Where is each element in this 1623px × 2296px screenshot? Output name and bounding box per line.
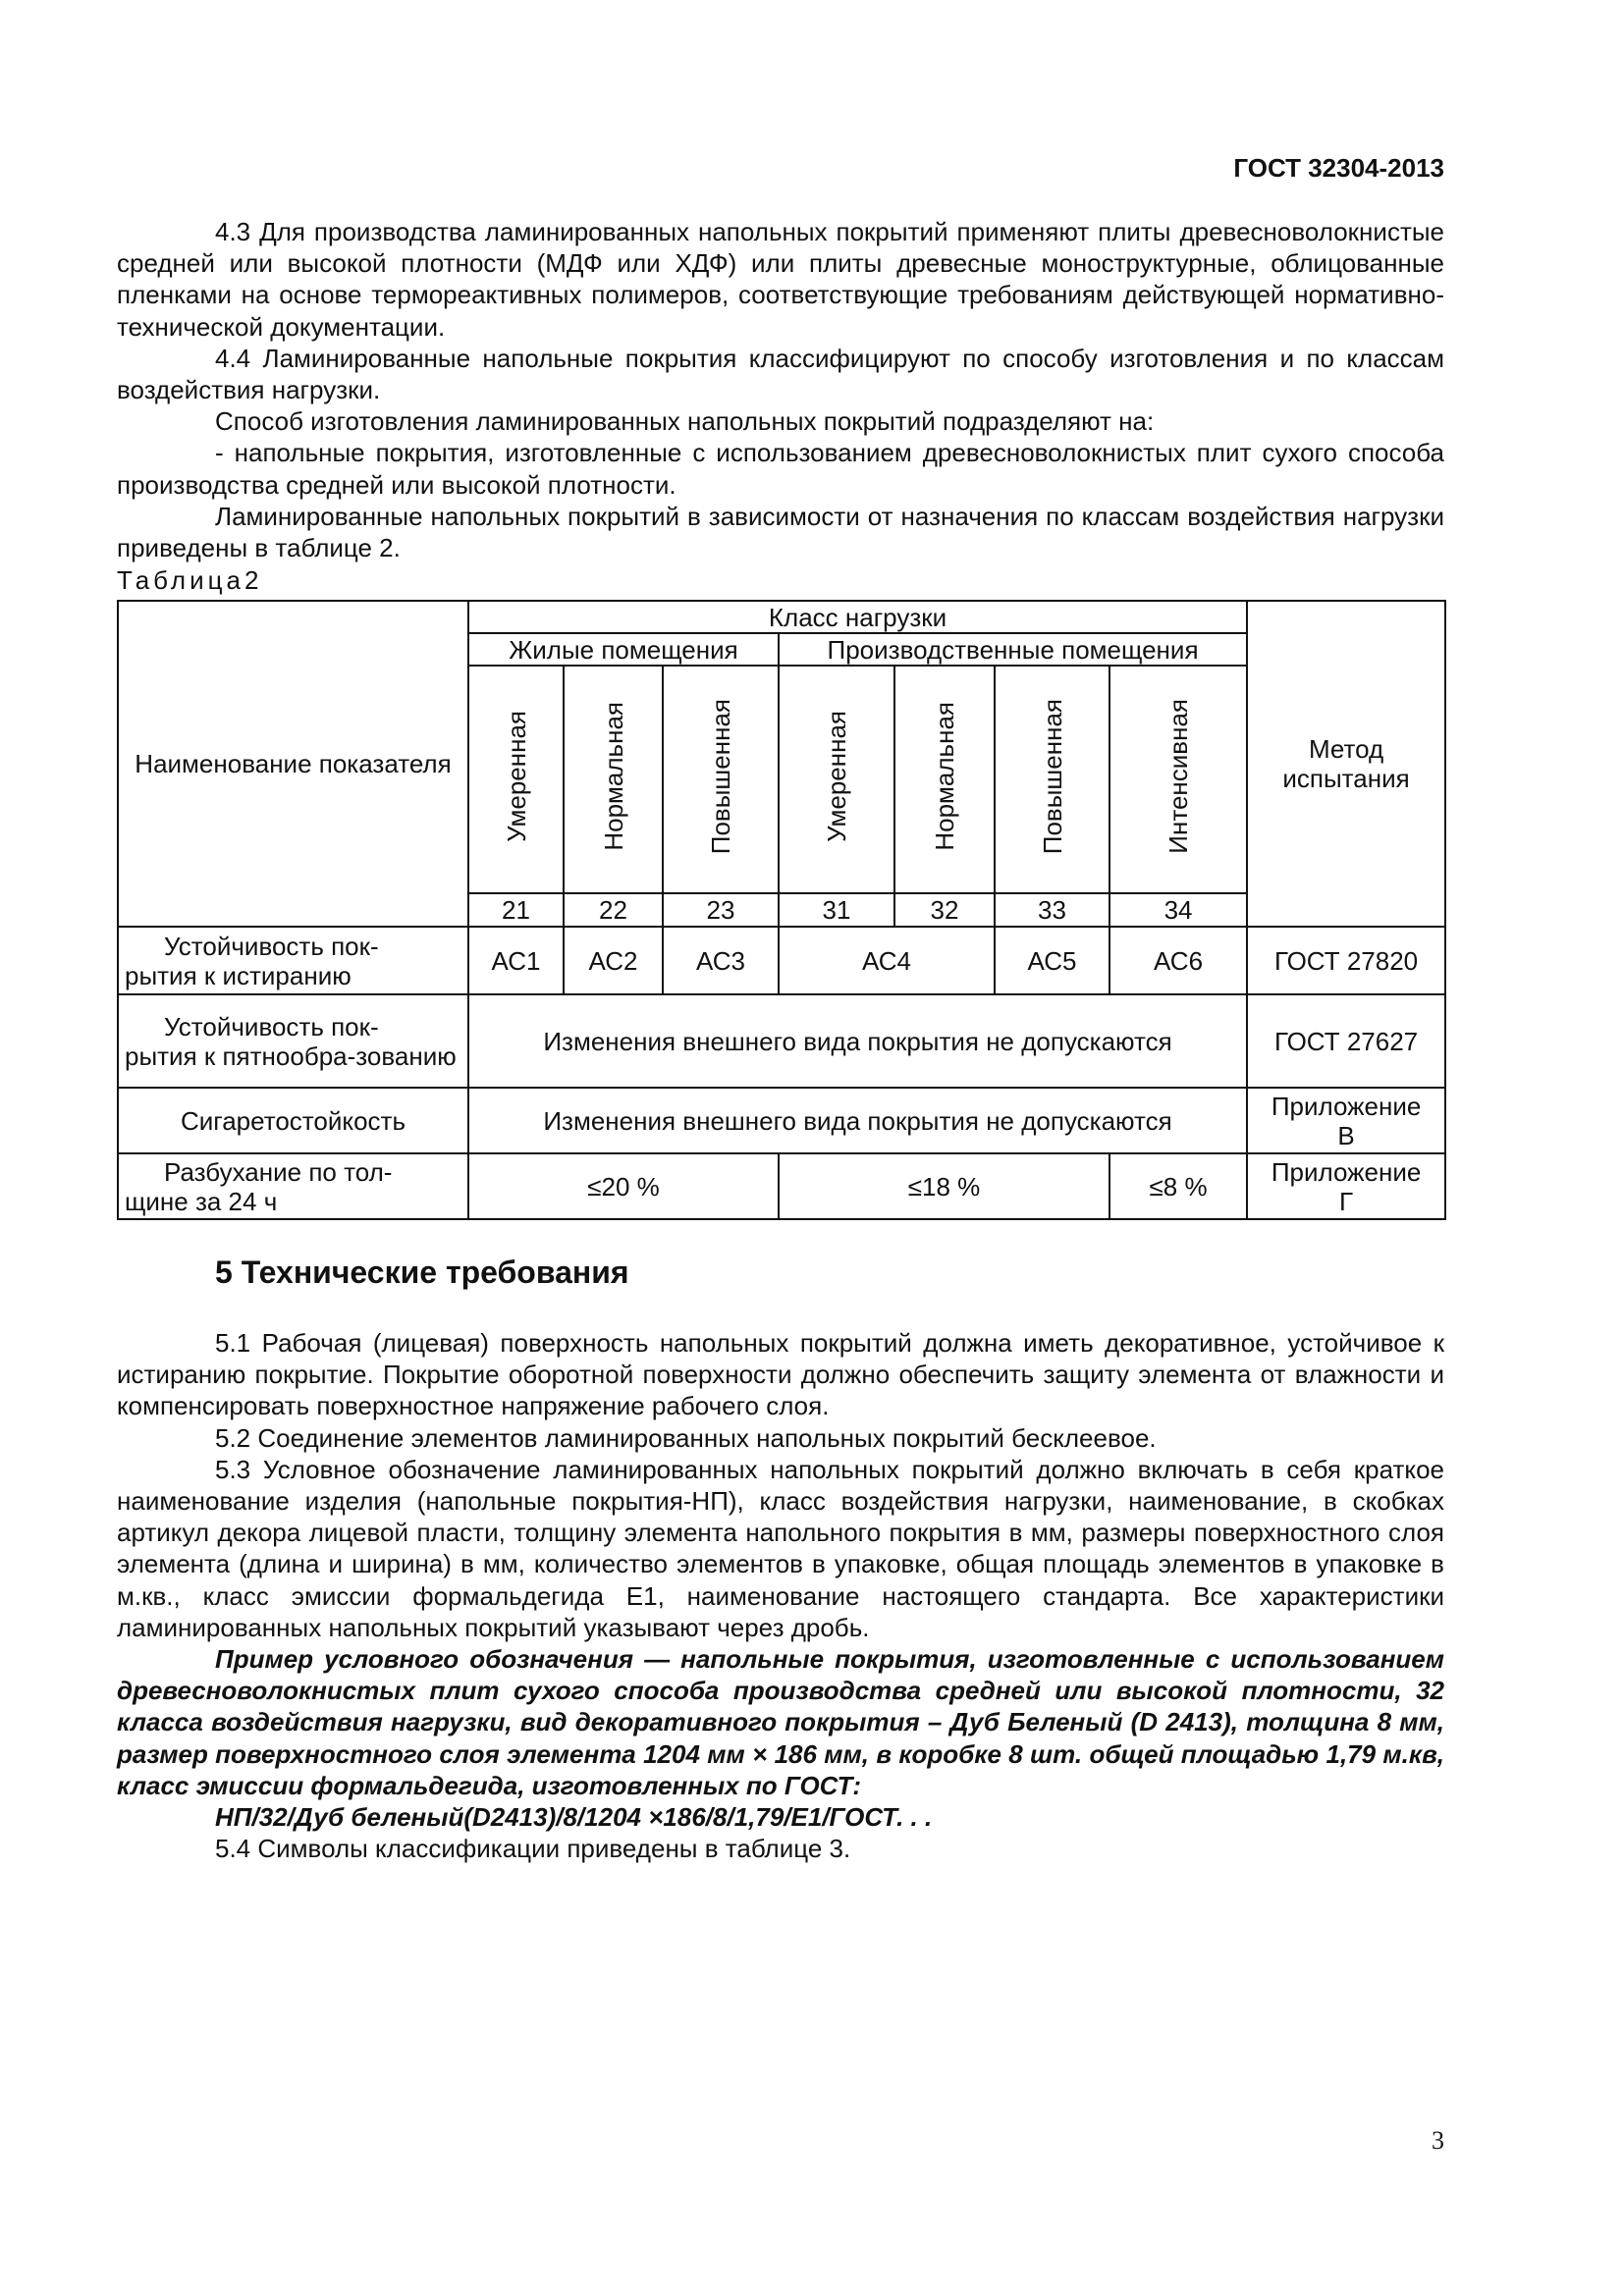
paragraph-5-1: 5.1 Рабочая (лицевая) поверхность напольных покрытий должна иметь декоративное, устойчивое к истиранию покрытие. Покрытие оборотной поверхности должно обеспечить защиту элемента от влажности и компенсировать поверхностное напряжение рабочего слоя.: [117, 1328, 1444, 1421]
section-5-text: [117, 1327, 1444, 1864]
swelling-value: ≤8 %: [1109, 1153, 1247, 1219]
class-name: Повышенная: [706, 698, 735, 855]
class-name: Нормальная: [598, 702, 628, 851]
class-header-cell: [663, 666, 779, 893]
section-5-title: 5 Технические требования: [215, 1255, 629, 1290]
cigarette-method: Приложение В: [1247, 1088, 1445, 1153]
header-indicator-name: Наименование показателя: [118, 601, 468, 927]
class-name: Умеренная: [822, 711, 851, 842]
class-name: Нормальная: [930, 702, 959, 851]
abrasion-method: ГОСТ 27820: [1247, 927, 1445, 994]
row-name-stain: Устойчивость пок- рытия к пятнообра-зованию: [118, 994, 468, 1088]
header-test-method: Метод испытания: [1247, 601, 1445, 927]
swelling-method: Приложение Г: [1247, 1153, 1445, 1219]
row-name-swelling: Разбухание по тол- щине за 24 ч: [118, 1153, 468, 1219]
class-code: 33: [995, 893, 1109, 927]
swelling-value: ≤18 %: [779, 1153, 1109, 1219]
class-header-cell: [995, 666, 1109, 893]
section-4-text: [117, 216, 1444, 563]
header-living-rooms: Жилые помещения: [468, 633, 779, 666]
swelling-value: ≤20 %: [468, 1153, 779, 1219]
class-name: Интенсивная: [1163, 699, 1194, 854]
header-industrial-rooms: Производственные помещения: [779, 633, 1247, 666]
class-code: 21: [468, 893, 564, 927]
class-header-cell: [1109, 666, 1247, 893]
abrasion-value: АС3: [663, 927, 779, 994]
table-2: [117, 600, 1446, 1220]
class-code: 31: [779, 893, 894, 927]
class-code: 34: [1109, 893, 1247, 927]
paragraph-4-4: 4.4 Ламинированные напольные покрытия классифицируют по способу изготовления и по классам воздействия нагрузки.: [117, 343, 1444, 405]
paragraph-5-4: 5.4 Символы классификации приведены в таблице 3.: [215, 1834, 851, 1864]
class-header-cell: [894, 666, 995, 893]
table-row: [118, 994, 1445, 1088]
class-code: 23: [663, 893, 779, 927]
paragraph-4-3: 4.3 Для производства ламинированных напольных покрытий применяют плиты древесноволокнистые средней или высокой плотности (МДФ или ХДФ) или плиты древесные моноструктурные, облицованные пленками на основе термореактивных полимеров, соответствующие требованиям действующей нормативно-технической документации.: [117, 217, 1444, 342]
paragraph-method-item: - напольные покрытия, изготовленные с использованием древесноволокнистых плит сухого способа производства средней или высокой плотности.: [117, 438, 1444, 500]
abrasion-value: АС1: [468, 927, 564, 994]
table-row: [118, 927, 1445, 994]
header-load-class: Класс нагрузки: [468, 601, 1247, 633]
class-header-cell: [779, 666, 894, 893]
row-name-abrasion: Устойчивость пок- рытия к истиранию: [118, 927, 468, 994]
stain-value: Изменения внешнего вида покрытия не допускаются: [468, 994, 1247, 1088]
paragraph-table-ref: Ламинированные напольных покрытий в зависимости от назначения по классам воздействия нагрузки приведены в таблице 2.: [117, 501, 1444, 563]
standard-number: ГОСТ 32304-2013: [1233, 153, 1444, 183]
abrasion-value: АС4: [779, 927, 995, 994]
class-code: 22: [564, 893, 663, 927]
row-name-cigarette: Сигаретостойкость: [118, 1088, 468, 1153]
paragraph-method: Способ изготовления ламинированных напольных покрытий подразделяют на:: [215, 406, 1155, 437]
designation-string: НП/32/Дуб беленый(D2413)/8/1204 ×186/8/1,79/Е1/ГОСТ. . .: [215, 1802, 933, 1833]
class-name: Повышенная: [1037, 698, 1067, 855]
class-name: Умеренная: [501, 711, 531, 842]
paragraph-5-2: 5.2 Соединение элементов ламинированных напольных покрытий бесклеевое.: [215, 1422, 1157, 1453]
cigarette-value: Изменения внешнего вида покрытия не допускаются: [468, 1088, 1247, 1153]
table-row: [118, 1088, 1445, 1153]
page-number: 3: [1432, 2126, 1444, 2155]
abrasion-value: АС2: [564, 927, 663, 994]
table-2-caption: Таблица2: [117, 565, 263, 595]
stain-method: ГОСТ 27627: [1247, 994, 1445, 1088]
table-row: [118, 1153, 1445, 1219]
class-header-cell: [564, 666, 663, 893]
abrasion-value: АС5: [995, 927, 1109, 994]
class-code: 32: [894, 893, 995, 927]
designation-example: Пример условного обозначения — напольные покрытия, изготовленные с использованием древесноволокнистых плит сухого способа производства средней или высокой плотности, 32 класса воздействия нагрузки, вид декоративного покрытия – Дуб Беленый (D 2413), толщина 8 мм, размер поверхностного слоя элемента 1204 мм × 186 мм, в коробке 8 шт. общей площадью 1,79 м.кв, класс эмиссии формальдегида, изготовленных по ГОСТ:: [117, 1644, 1444, 1800]
abrasion-value: АС6: [1109, 927, 1247, 994]
paragraph-5-3: 5.3 Условное обозначение ламинированных напольных покрытий должно включать в себя краткое наименование изделия (напольные покрытия-НП), класс воздействия нагрузки, наименование, в скобках артикул декора лицевой пласти, толщину элемента напольного покрытия в мм, размеры поверхностного слоя элемента (длина и ширина) в мм, количество элементов в упаковке, общая площадь элементов в упаковке в м.кв., класс эмиссии формальдегида Е1, наименование настоящего стандарта. Все характеристики ламинированных напольных покрытий указывают через дробь.: [117, 1454, 1444, 1642]
class-header-cell: [468, 666, 564, 893]
